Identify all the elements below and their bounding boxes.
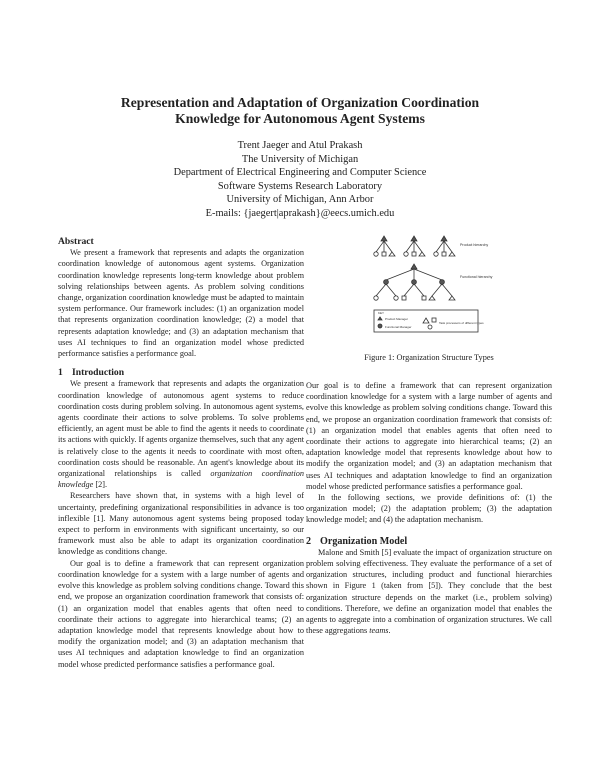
key-functional-manager: Functional Manager [385, 325, 412, 329]
intro-paragraph-3: Our goal is to define a framework that can represent organization coordination knowledge for a system with a large number of agents and evolve this knowledge as problem solving conditions change. Toward this end, we propose an organization coordination framework that consists of: (1) an organization model that enables agents that often need to coordinate their actions to aggregate into hierarchical teams; (2) an adaptation knowledge model that represents knowledge about how to modify the organization model; and (3) an adaptation mechanism that uses AI techniques and adaptation knowledge to find an organization model whose predicted performance satisfies a performance goal. [306, 381, 552, 491]
figure-1 [306, 230, 552, 360]
key-task-processors: Task processors of different types [439, 321, 484, 325]
affiliation-3: Software Systems Research Laboratory [217, 180, 383, 192]
affiliation-1: The University of Michigan [241, 153, 359, 165]
intro-paragraph-4: In the following sections, we provide definitions of: (1) the organization model; (2) the adaptation problem; (3) the adaptation knowledge model; and (4) the adaptation mechanism. [306, 493, 552, 525]
organization-structure-diagram [306, 230, 552, 340]
intro-p1-text: We present a framework that represents and adapts the organization coordination knowledge of autonomous agent systems to reduce coordination costs during problem solving. In autonomous agent systems, agents coordinate their actions to solve problems. To solve problems efficiently, an agent must be able to find the agents it needs to coordinate its actions with quickly. If agents organize themselves, such that any agent is relatively close to the agents it needs to coordinate with most often, coordination costs should be reasonable. An agent's knowledge about its organizational relationships is called [58, 379, 304, 479]
intro-heading [58, 367, 304, 378]
title-line-2: Knowledge for Autonomous Agent Systems [175, 111, 425, 126]
abstract-text: We present a framework that represents and adapts the organization coordination knowledge of autonomous agent systems. Organization coordination knowledge represents long-term knowledge about problem solving relationships between agents. As problem solving conditions change, organization coordination knowledge must be adapted to maintain system performance. Our framework includes: (1) an organization model that represents organization coordination knowledge; (2) a model that represents adaptation knowledge; and (3) an adaptation mechanism that uses AI techniques to find an organization model whose predicted performance satisfies a performance goal. [58, 248, 304, 359]
section2-p1-end: . [388, 626, 391, 636]
author-emails: E-mails: {jaegert|aprakash}@eecs.umich.edu [205, 207, 395, 219]
section2-title: Organization Model [320, 535, 408, 547]
label-product-hierarchy: Product hierarchy [460, 243, 489, 247]
figure-caption: Figure 1: Organization Structure Types [364, 353, 494, 362]
key-product-manager: Product Manager [385, 317, 409, 321]
product-tree-3 [434, 236, 455, 256]
section2-number: 2 [306, 535, 312, 547]
label-functional-hierarchy: Functional hierarchy [460, 275, 493, 279]
product-tree-1 [374, 236, 395, 256]
right-column [306, 380, 552, 636]
intro-paragraph-1 [58, 378, 304, 490]
section2-paragraph-1 [306, 547, 552, 637]
author-names: Trent Jaeger and Atul Prakash [237, 140, 363, 151]
intro-paragraph-3-start: Our goal is to define a framework that can represent organization coordination knowledge for a system with a large number of agents and evolve this knowledge as problem solving conditions change. Toward this end, we propose an organization coordination framework that consists of: (1) an organization model that enables agents that often need to coordinate their actions to aggregate into hierarchical teams; (2) an adaptation knowledge model that represents knowledge about how to modify the organization model; and (3) an adaptation mechanism that uses AI techniques and adaptation knowledge to find an organization model whose predicted performance satisfies a performance goal. [58, 558, 304, 669]
intro-p1-term: organization coordination knowledge [58, 469, 304, 490]
abstract-heading: Abstract [58, 236, 94, 247]
title-line-1: Representation and Adaptation of Organization Coordination [120, 95, 480, 110]
section2-p1-text: Malone and Smith [5] evaluate the impact of organization structure on problem solving effectiveness. They evaluate the performance of a set of organization structures, including product and functional hierarchies shown in Figure 1 (taken from [5]). They conclude that the best organization structure depends on the market (i.e., problem solving) conditions. Therefore, we define an organization model that enables the agents to aggregate into a combination of organization structures. We call these aggregations [306, 547, 552, 636]
left-column [58, 236, 304, 669]
functional-tree [374, 264, 455, 300]
intro-title: Introduction [72, 367, 125, 379]
affiliation-2: Department of Electrical Engineering and Computer Science [173, 167, 427, 179]
section2-p1-term: teams [369, 626, 389, 636]
paper-title [0, 95, 600, 127]
intro-paragraph-2: Researchers have shown that, in systems with a high level of uncertainty, predefining organizational responsibilities in advance is too inflexible [1]. Many autonomous agent systems being proposed today expect to perform in environments with significant uncertainty, so our framework must also be able to adapt its organization coordination knowledge as conditions change. [58, 491, 304, 557]
author-block [0, 139, 600, 221]
affiliation-4: University of Michigan, Ann Arbor [226, 194, 374, 206]
intro-p1-end: [2]. [93, 480, 108, 490]
section2-heading [306, 536, 552, 547]
intro-number: 1 [58, 367, 63, 379]
key-title: KEY [378, 311, 385, 315]
product-tree-2 [404, 236, 425, 256]
